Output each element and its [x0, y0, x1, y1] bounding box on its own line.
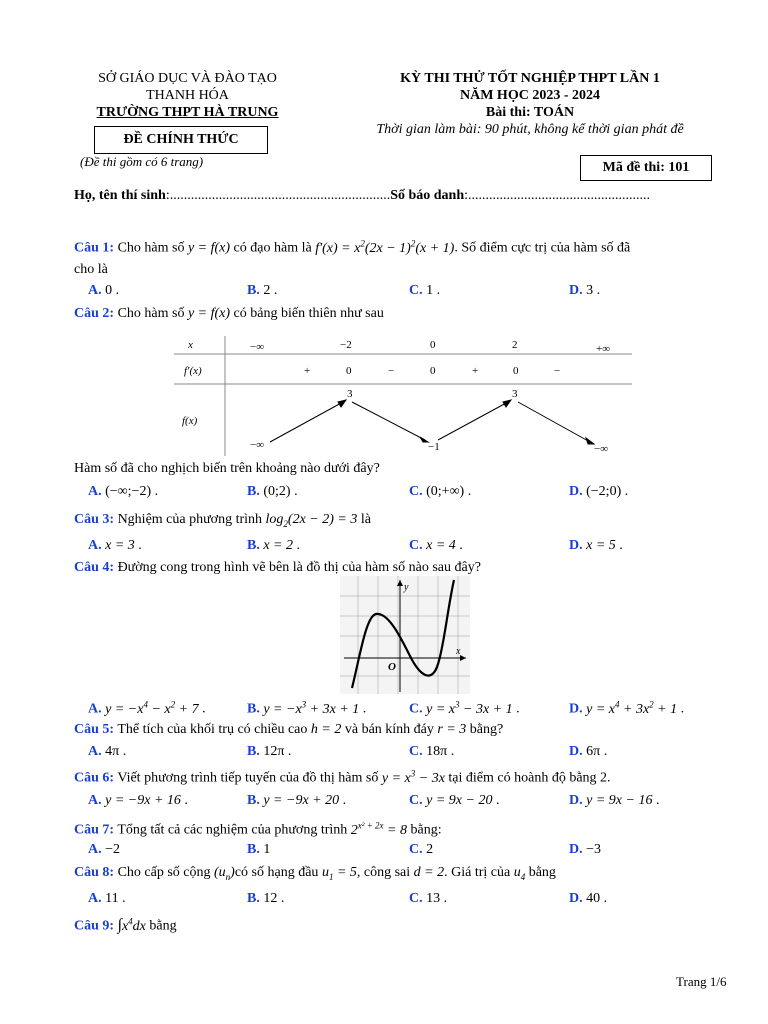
table-sign-6: −: [554, 365, 561, 377]
q4-option-a[interactable]: A. $y = -x^4 - x^2 + 7$ .: [88, 699, 206, 717]
q2-label: Câu 2:: [74, 306, 115, 321]
q1-text: Cho hàm số: [117, 240, 185, 256]
q4-option-d[interactable]: D. $y = x^4 + 3x^2 + 1$ .: [569, 699, 685, 717]
table-x-0: −∞: [250, 341, 265, 353]
graph-y-label: y: [404, 582, 409, 593]
q5-option-b[interactable]: B. 12π .: [247, 744, 292, 759]
table-x-label: x: [188, 339, 193, 351]
q8-option-a[interactable]: A. 11 .: [88, 891, 126, 906]
variation-table: [170, 330, 640, 460]
q1-text-b: có đạo hàm là: [233, 240, 312, 256]
time-limit: Thời gian làm bài: 90 phút, không kể thời gian phát đề: [376, 122, 684, 137]
table-x-2: 0: [430, 339, 436, 351]
q1-option-b[interactable]: B. 2 .: [247, 283, 278, 298]
exam-title: KỲ THI THỬ TỐT NGHIỆP THPT LẦN 1: [400, 71, 660, 86]
q1-option-a[interactable]: A. 0 .: [88, 283, 120, 298]
q2-option-d[interactable]: D. (−2;0) .: [569, 484, 629, 499]
exam-header: [330, 70, 730, 138]
table-arrows: [270, 400, 594, 444]
q6-option-d[interactable]: D. y = 9x − 16 .: [569, 793, 660, 808]
q1-label: Câu 1:: [74, 240, 115, 256]
q6-option-b[interactable]: B. y = −9x + 20 .: [247, 793, 347, 808]
name-label: Họ, tên thí sinh: [74, 188, 166, 203]
sbd-label: Số báo danh: [390, 188, 465, 203]
q3-option-b[interactable]: B. x = 2 .: [247, 538, 301, 553]
question-7: Câu 7: Tổng tất cả các nghiệm của phương trình $2^{x^2 + 2x} = 8$ bằng:: [74, 820, 442, 838]
subject: Bài thi: TOÁN: [485, 105, 575, 120]
q8-option-d[interactable]: D. 40 .: [569, 891, 608, 906]
student-info: [74, 188, 650, 204]
q7-option-c[interactable]: C. 2: [409, 842, 434, 857]
question-5: Câu 5: Thể tích của khối trụ có chiều cao h = 2 và bán kính đáy r = 3 bằng?: [74, 722, 504, 737]
q3-option-d[interactable]: D. x = 5 .: [569, 538, 623, 553]
table-x-4: +∞: [596, 343, 611, 355]
table-f-1: 3: [347, 388, 353, 400]
q7-option-a[interactable]: A. −2: [88, 842, 121, 857]
q5-option-d[interactable]: D. 6π .: [569, 744, 608, 759]
school-name: TRƯỜNG THPT HÀ TRUNG: [96, 105, 279, 120]
name-dots: :...............................................................: [165, 188, 391, 203]
q2-option-b[interactable]: B. (0;2) .: [247, 484, 298, 499]
question-8: Câu 8: Cho cấp số cộng $(u_n)có$ số hạng đầu $u_1 = 5$, công sai d = 2. Giá trị của $u_4$ bằng: [74, 865, 556, 882]
table-sign-3: 0: [430, 365, 436, 377]
question-3: Câu 3: Nghiệm của phương trình $\log_2(2x - 2) = 3$ là: [74, 512, 371, 529]
question-1: Câu 1: Cho hàm số y = f(x) có đạo hàm là $f'(x) = x^2(2x - 1)^2(x + 1)$. Số điểm cực trị của hàm số đã: [74, 238, 631, 256]
cubic-graph: [340, 576, 470, 694]
school-year: NĂM HỌC 2023 - 2024: [460, 88, 600, 103]
q6-option-c[interactable]: C. y = 9x − 20 .: [409, 793, 500, 808]
table-sign-0: +: [304, 365, 311, 377]
q1-text-c: . Số điểm cực trị của hàm số đã: [454, 240, 631, 256]
table-sign-1: 0: [346, 365, 352, 377]
q5-option-c[interactable]: C. 18π .: [409, 744, 455, 759]
q7-option-b[interactable]: B. 1: [247, 842, 271, 857]
school-header: [70, 70, 305, 121]
table-f-3: 3: [512, 388, 518, 400]
q6-option-a[interactable]: A. y = −9x + 16 .: [88, 793, 188, 808]
q3-option-a[interactable]: A. x = 3 .: [88, 538, 142, 553]
table-sign-5: 0: [513, 365, 519, 377]
q1-text-d: cho là: [74, 262, 108, 277]
department-name: SỞ GIÁO DỤC VÀ ĐÀO TẠO: [98, 71, 277, 86]
pages-note: (Đề thi gồm có 6 trang): [80, 154, 204, 169]
graph-x-label: x: [456, 646, 461, 657]
question-2: Câu 2: Cho hàm số y = f(x) có bảng biến thiên như sau: [74, 306, 384, 321]
question-6: Câu 6: Viết phương trình tiếp tuyến của đồ thị hàm số $y = x^3 - 3x$ tại điểm có hoành độ bằng 2.: [74, 768, 611, 786]
question-4: Câu 4: Đường cong trong hình vẽ bên là đồ thị của hàm số nào sau đây?: [74, 560, 481, 575]
question-9: Câu 9: $\int x^4dx$ bằng: [74, 916, 177, 934]
q1-option-c[interactable]: C. 1 .: [409, 283, 441, 298]
table-f-2: −1: [428, 441, 440, 453]
sbd-dots: :....................................................: [464, 188, 651, 203]
province-name: THANH HÓA: [146, 88, 229, 103]
table-f-label: f(x): [182, 415, 198, 427]
q1-option-d[interactable]: D. 3 .: [569, 283, 601, 298]
official-badge: ĐỀ CHÍNH THỨC: [94, 126, 268, 154]
q8-option-c[interactable]: C. 13 .: [409, 891, 448, 906]
table-x-1: −2: [340, 339, 352, 351]
table-fp-label: f′(x): [184, 365, 202, 377]
q4-option-b[interactable]: B. $y = -x^3 + 3x + 1$ .: [247, 699, 367, 717]
table-x-3: 2: [512, 339, 518, 351]
page-number: Trang 1/6: [676, 974, 727, 989]
q2-option-c[interactable]: C. (0;+∞) .: [409, 484, 472, 499]
q3-option-c[interactable]: C. x = 4 .: [409, 538, 463, 553]
graph-origin: O: [388, 661, 396, 673]
q4-option-c[interactable]: C. $y = x^3 - 3x + 1$ .: [409, 699, 520, 717]
q5-option-a[interactable]: A. 4π .: [88, 744, 127, 759]
exam-code: Mã đề thi: 101: [580, 155, 712, 181]
q8-option-b[interactable]: B. 12 .: [247, 891, 285, 906]
q7-option-d[interactable]: D. −3: [569, 842, 602, 857]
table-sign-2: −: [388, 365, 395, 377]
table-f-0: −∞: [250, 439, 265, 451]
table-f-4: −∞: [594, 443, 609, 455]
table-sign-4: +: [472, 365, 479, 377]
q2-question: Hàm số đã cho nghịch biến trên khoảng nào dưới đây?: [74, 461, 380, 476]
q2-option-a[interactable]: A. (−∞;−2) .: [88, 484, 159, 499]
